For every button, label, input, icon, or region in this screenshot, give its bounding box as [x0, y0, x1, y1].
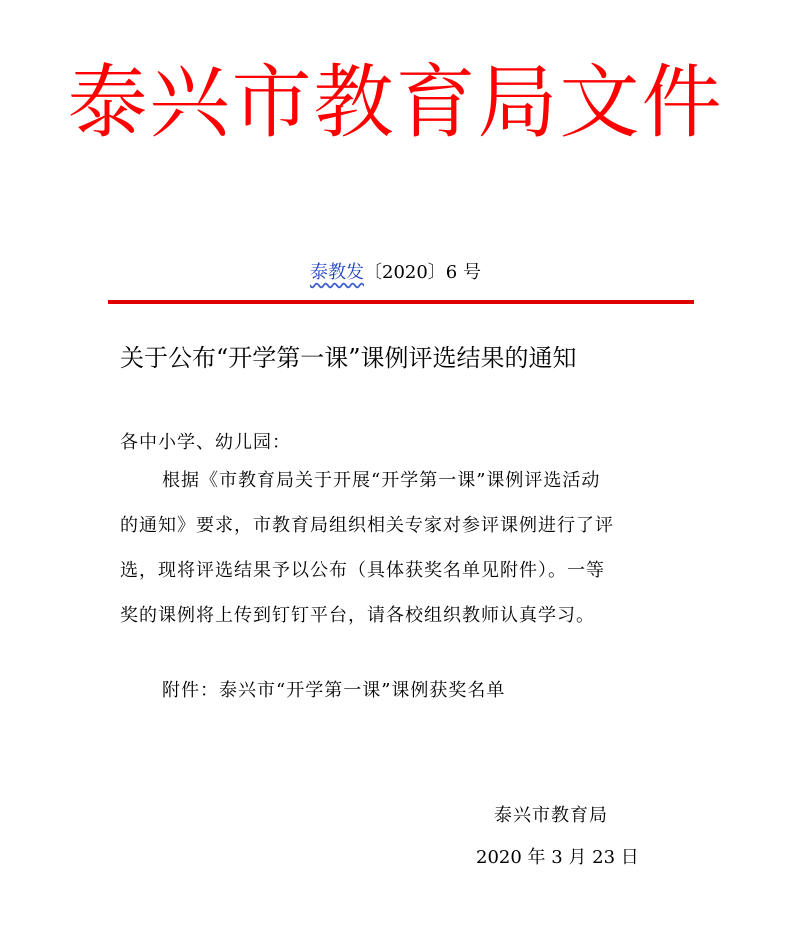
document-number-prefix: 泰教发 — [310, 262, 364, 283]
notice-title: 关于公布“开学第一课”课例评选结果的通知 — [120, 344, 577, 372]
issue-date: 2020 年 3 月 23 日 — [476, 847, 639, 868]
issuer-signature: 泰兴市教育局 — [494, 805, 608, 826]
salutation: 各中小学、幼儿园： — [120, 432, 291, 453]
paragraph-line-4: 奖的课例将上传到钉钉平台，请各校组织教师认真学习。 — [120, 605, 595, 626]
paragraph-line-3: 选，现将评选结果予以公布（具体获奖名单见附件）。一等 — [120, 560, 605, 581]
attachment-note: 附件：泰兴市“开学第一课”课例获奖名单 — [162, 680, 506, 701]
paragraph-line-2: 的通知》要求，市教育局组织相关专家对参评课例进行了评 — [120, 515, 614, 536]
paragraph-line-1: 根据《市教育局关于开展“开学第一课”课例评选活动 — [162, 470, 601, 491]
red-divider-line — [108, 300, 694, 304]
document-header-title: 泰兴市教育局文件 — [67, 56, 724, 149]
document-number-suffix: 〔2020〕6 号 — [364, 262, 481, 283]
document-number — [0, 258, 791, 288]
body-paragraph — [120, 458, 680, 638]
